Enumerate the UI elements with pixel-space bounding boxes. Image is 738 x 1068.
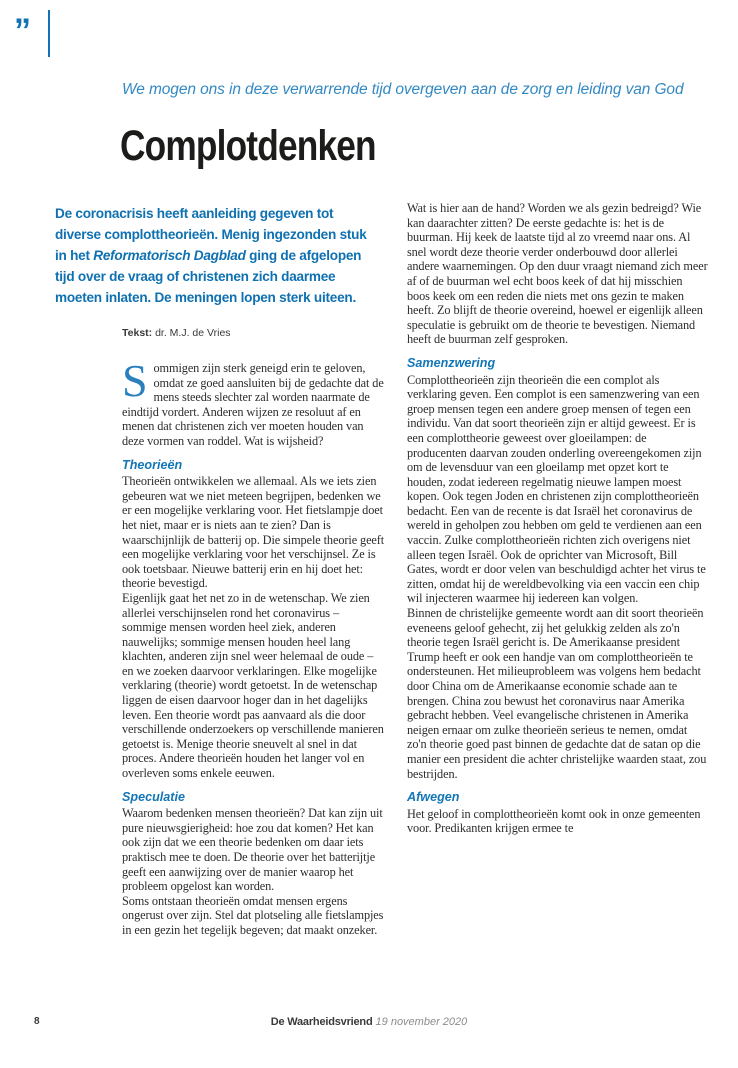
intro-paragraph xyxy=(55,203,381,308)
page-number: 8 xyxy=(34,1016,40,1027)
paragraph: Wat is hier aan de hand? Worden we als gezin bedreigd? Wie kan daarachter zitten? De eerste gedachte is: het is de buurman. Hij keek de laatste tijd al zo vreemd naar ons. Al snel wordt deze theorie verder onderbouwd door allerlei andere waarnemingen. Op den duur vraagt niemand zich meer af of de buurman wel echt boos keek of dat hij misschien boos keek om een reden die niets met ons gezin te maken heeft. Zo blijft de theorie overeind, hoewel er eigenlijk alleen speculatie is gebruikt om de theorie te bevestigen. Niemand heeft de buurman zelf gesproken. xyxy=(407,201,708,347)
paragraph: Complottheorieën zijn theorieën die een complot als verklaring geven. Een complot is een samenzwering van een groep mensen tegen een andere groep mensen of tegen een individu. Van dat soort theorieën zijn er altijd geweest. Er is een complottheorie geweest over gloeilampen: de producenten daarvan zouden onderling overeengekomen zijn om de levensduur van een gloeilamp met opzet kort te houden, zodat iedereen regelmatig nieuwe lampen moest kopen. Ook tegen Joden en christenen zijn complottheorieën bedacht. Een van de recente is dat Israël het coronavirus de wereld in geholpen zou hebben om geld te verdienen aan een vaccin. Zulke complottheorieën richten zich overigens niet alleen tegen Israël. Ook de oprichter van Microsoft, Bill Gates, wordt er door velen van beschuldigd achter het virus te zitten, omdat hij de wereldbevolking via een vaccin een chip wil injecteren waarmee hij iedereen kan volgen. xyxy=(407,372,706,606)
byline xyxy=(122,327,231,339)
byline-label: Tekst: xyxy=(122,327,153,339)
dropcap: S xyxy=(122,355,148,406)
paragraph: Eigenlijk gaat het net zo in de wetenschap. We zien allerlei verschijnselen rond het coronavirus – sommige mensen worden heel ziek, anderen nauwelijks; sommige mensen houden heel lang klachten, anderen zijn snel weer helemaal de oude – en we zoeken daarvoor verklaringen. Elke mogelijke verklaring (theorie) wordt getoetst. In de wetenschap liggen de eisen daarvoor hoger dan in het dagelijks leven. Een theorie wordt pas aanvaard als die door verschillende onderzoekers op verschillende manieren getoetst is. Menige theorie sneuvelt al snel in dat proces. Andere theorieën houden het langer vol en overleven soms enkele eeuwen. xyxy=(122,590,384,781)
paragraph: Waarom bedenken mensen theorieën? Dat kan zijn uit pure nieuwsgierigheid: hoe zou dat komen? Het kan ook zijn dat we een theorie bedenken om daar iets praktisch mee te doen. De theorie over het batterijtje geeft een aanwijzing over de manier waarop het probleem opgelost kan worden. xyxy=(122,806,383,894)
section-heading-theorieen: Theorieën xyxy=(122,457,183,472)
paragraph: Soms ontstaan theorieën omdat mensen ergens ongerust over zijn. Stel dat plotseling alle fietslampjes in een gezin het tegelijk begeven; dat maakt onzeker. xyxy=(122,893,384,937)
byline-author: dr. M.J. de Vries xyxy=(155,327,231,339)
quote-icon: ” xyxy=(14,12,29,50)
footer-magazine-title: De Waarheidsvriend xyxy=(270,1016,373,1028)
opening-text: ommigen zijn sterk geneigd erin te geloven, omdat ze goed aansluiten bij de gedachte dat de mens steeds slechter zal worden naarmate de eindtijd vordert. Anderen wijzen ze resoluut af en menen dat christenen zich ver moeten houden van deze vormen van roddel. Wat is wijsheid? xyxy=(122,361,384,448)
left-column xyxy=(122,355,385,938)
footer-date: 19 november 2020 xyxy=(375,1016,468,1028)
page-title: Complotdenken xyxy=(120,122,376,170)
section-heading-afwegen: Afwegen xyxy=(407,790,460,805)
vertical-rule xyxy=(48,10,50,57)
publication-name: Reformatorisch Dagblad xyxy=(93,248,246,263)
paragraph: Binnen de christelijke gemeente wordt aan dit soort theorieën eveneens geloof gehecht, zij het gelukkig zelden als zo'n theorie tegen Israël gericht is. De Amerikaanse president Trump heeft er ook een handje van om complottheorieën te ondersteunen. Het milieuprobleem was volgens hem bedacht door China om de Amerikaanse economie schade aan te brengen. China zou bewust het coronavirus naar Amerika gebracht hebben. Veel evangelische christenen in Amerika neigen ernaar om zulke theorieën serieus te nemen, omdat zo'n theorie goed past binnen de gedachte dat de satan op die manier een president die achter christelijke waarden staat, zou bestrijden. xyxy=(407,606,707,781)
intro-text-end: ging de afgelopen tijd over de vraag of christenen zich daarmee moeten inlaten. De meningen lopen sterk uiteen. xyxy=(55,248,362,305)
page-subtitle: We mogen ons in deze verwarrende tijd overgeven aan de zorg en leiding van God xyxy=(122,81,684,98)
right-column xyxy=(407,201,708,836)
paragraph-opening xyxy=(122,355,385,449)
paragraph: Het geloof in complottheorieën komt ook in onze gemeenten voor. Predikanten krijgen ermee te xyxy=(407,806,701,836)
section-heading-samenzwering: Samenzwering xyxy=(407,355,496,370)
footer xyxy=(0,1016,738,1028)
intro-text-start: De coronacrisis heeft aanleiding gegeven tot diverse complottheorieën. Menig ingezonden stuk in het xyxy=(55,206,367,263)
section-heading-speculatie: Speculatie xyxy=(122,789,185,804)
paragraph: Theorieën ontwikkelen we allemaal. Als we iets zien gebeuren wat we niet meteen begrijpen, bedenken we er een mogelijke verklaring voor. Het fietslampje doet het niet, maar er is niets aan te zien? Dan is waarschijnlijk de batterij op. Die simpele theorie geeft een mogelijke verklaring voor het verschijnsel. Ze is ook toetsbaar. Nieuwe batterij erin en hij doet het: theorie bevestigd. xyxy=(122,474,385,591)
